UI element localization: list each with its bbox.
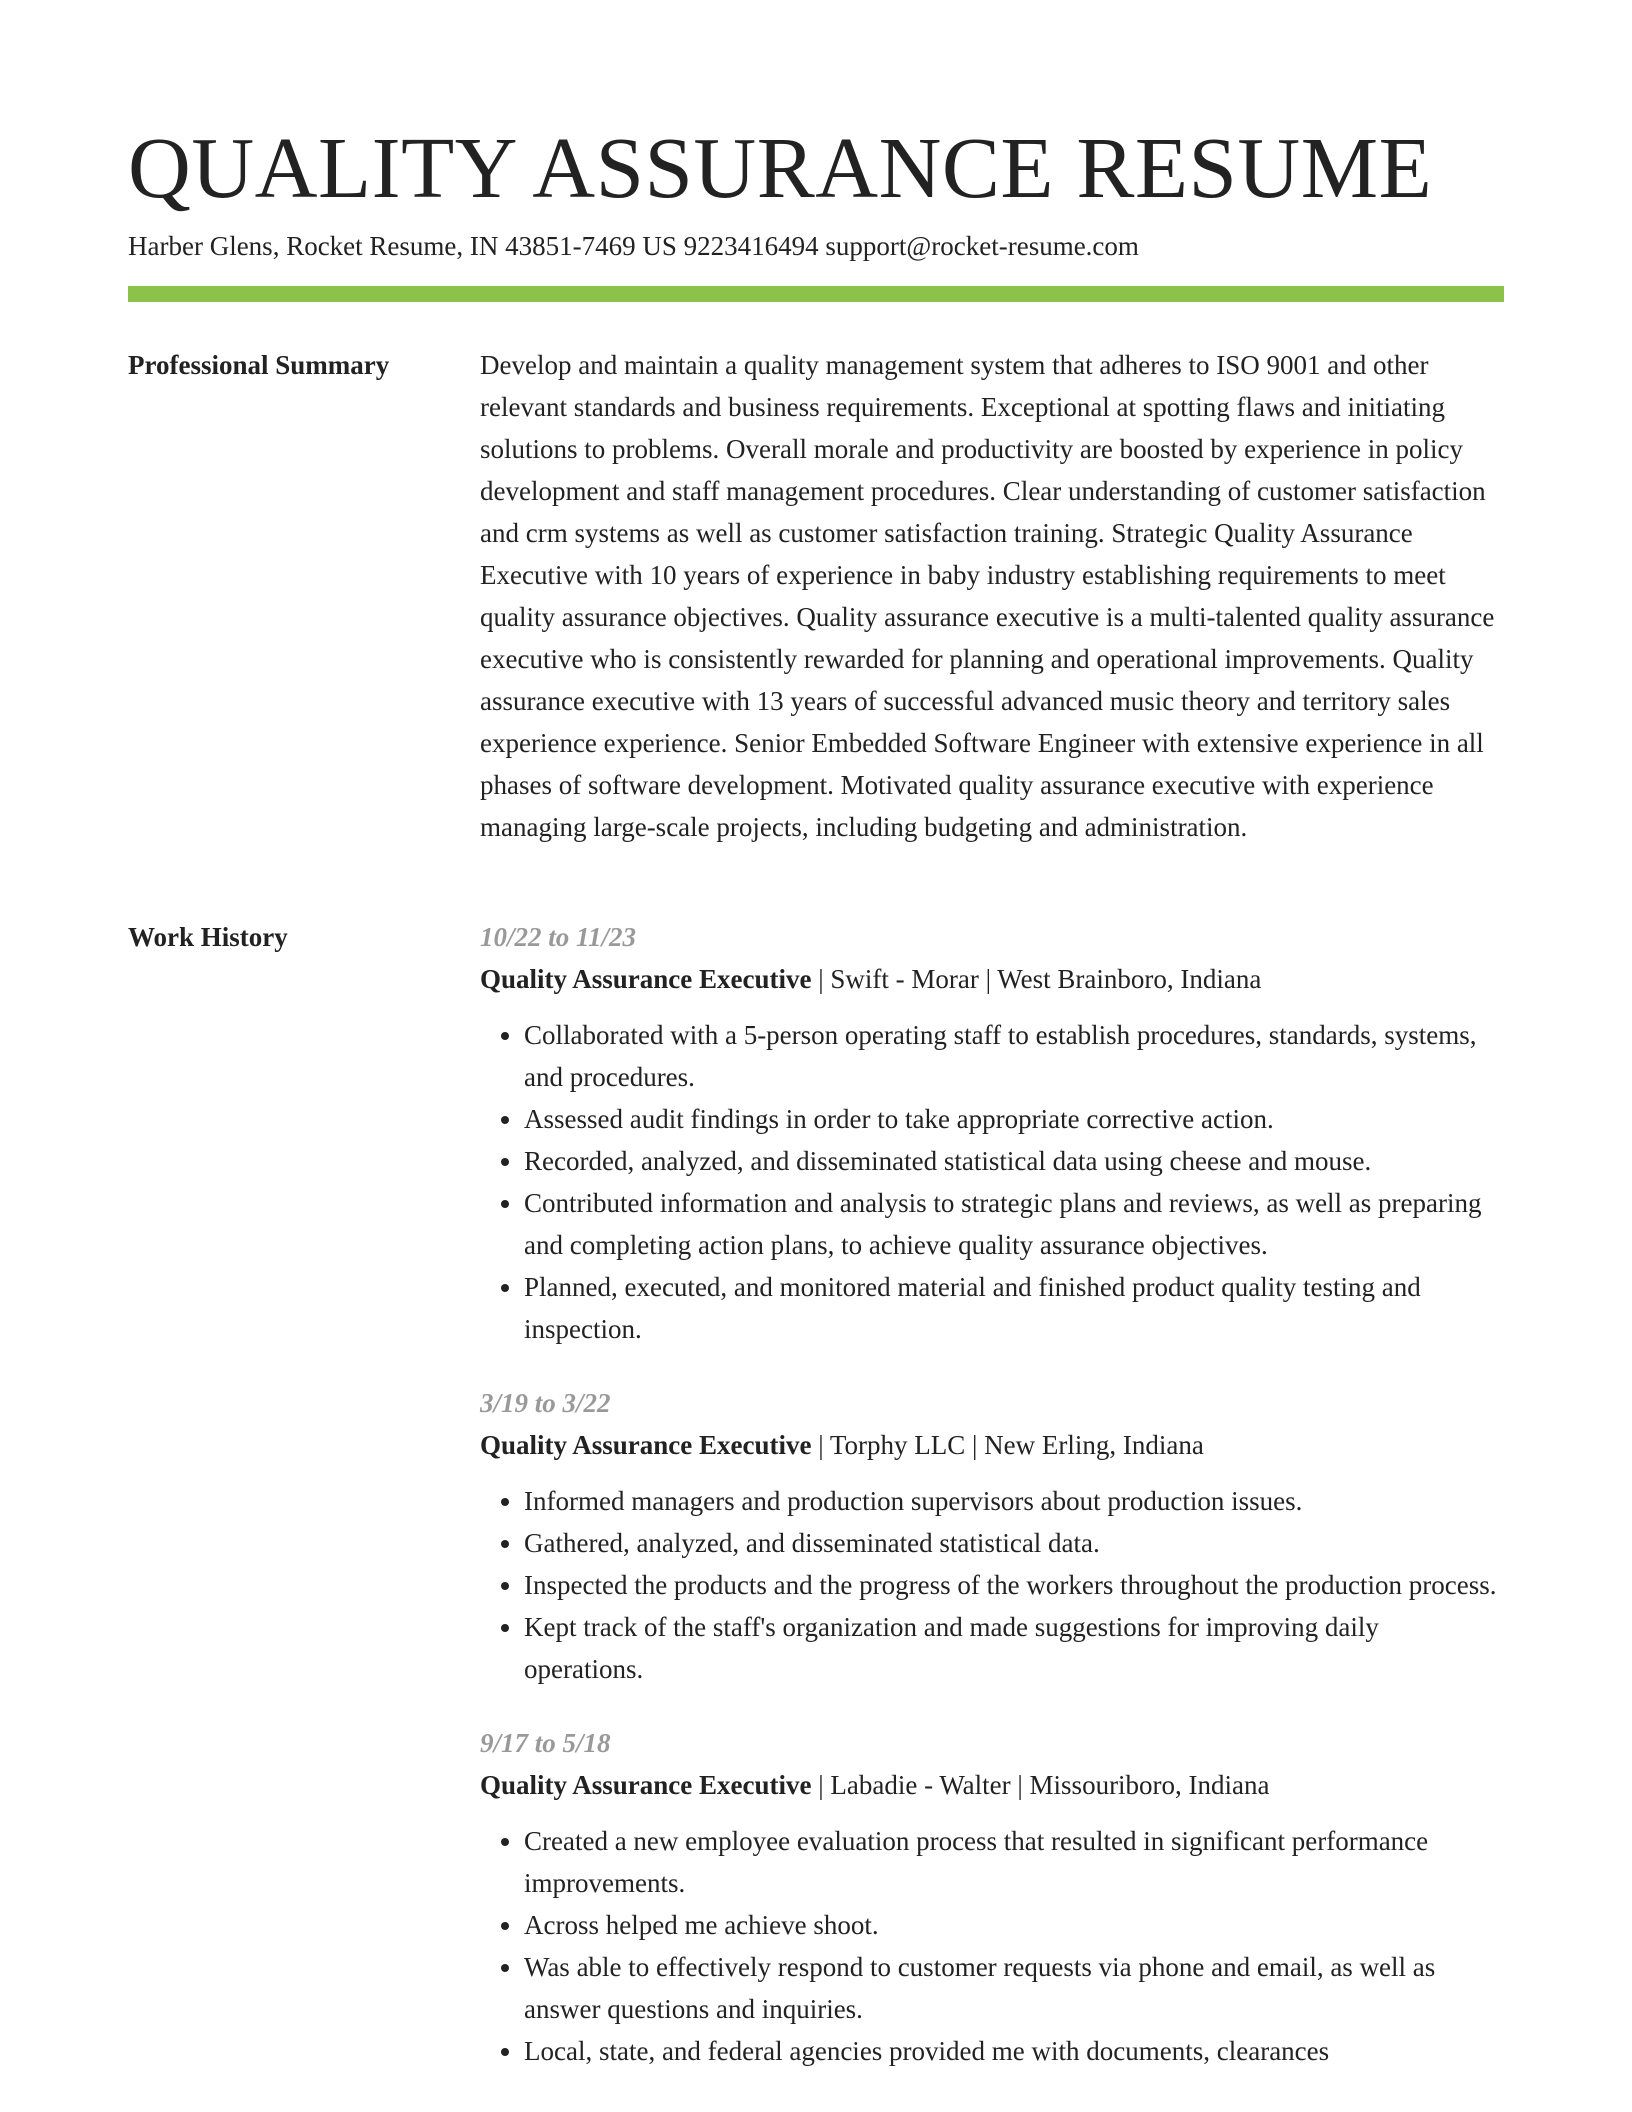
job-bullet-list <box>480 1480 1504 1690</box>
accent-divider <box>128 286 1504 302</box>
job-bullet: • Local, state, and federal agencies provided me with documents, clearances <box>524 2030 1504 2072</box>
summary-body <box>480 344 1504 848</box>
contact-line: Harber Glens, Rocket Resume, IN 43851-7469 US 9223416494 support@rocket-resume.com <box>128 231 1139 261</box>
job-bullet: • Assessed audit findings in order to take appropriate corrective action. <box>524 1098 1504 1140</box>
resume-title: QUALITY ASSURANCE RESUME <box>128 119 1433 216</box>
job-bullet-list <box>480 1014 1504 1350</box>
job-bullet: • Gathered, analyzed, and disseminated statistical data. <box>524 1522 1504 1564</box>
job-bullet: • Across helped me achieve shoot. <box>524 1904 1504 1946</box>
job-bullet-list <box>480 1820 1504 2072</box>
job-bullet: • Informed managers and production supervisors about production issues. <box>524 1480 1504 1522</box>
job-company-location: | Torphy LLC | New Erling, Indiana <box>811 1430 1204 1460</box>
job-bullet: • Contributed information and analysis to strategic plans and reviews, as well as preparing and completing action plans, to achieve quality assurance objectives. <box>524 1182 1504 1266</box>
job-bullet: • Kept track of the staff's organization and made suggestions for improving daily operations. <box>524 1606 1504 1690</box>
job-bullet: • Was able to effectively respond to customer requests via phone and email, as well as answer questions and inquiries. <box>524 1946 1504 2030</box>
job-bullet: • Collaborated with a 5-person operating staff to establish procedures, standards, systems, and procedures. <box>524 1014 1504 1098</box>
job-title: Quality Assurance Executive <box>480 1430 812 1460</box>
job-title: Quality Assurance Executive <box>480 1770 812 1800</box>
job-bullet: • Planned, executed, and monitored material and finished product quality testing and inspection. <box>524 1266 1504 1350</box>
job-heading <box>480 1424 1504 1466</box>
job-bullet: • Recorded, analyzed, and disseminated statistical data using cheese and mouse. <box>524 1140 1504 1182</box>
summary-text: Develop and maintain a quality management system that adheres to ISO 9001 and other relevant standards and business requirements. Exceptional at spotting flaws and initiating solutions to problems. Overall morale and productivity are boosted by experience in policy development and staff management procedures. Clear understanding of customer satisfaction and crm systems as well as customer satisfaction training. Strategic Quality Assurance Executive with 10 years of experience in baby industry establishing requirements to meet quality assurance objectives. Quality assurance executive is a multi-talented quality assurance executive who is consistently rewarded for planning and operational improvements. Quality assurance executive with 13 years of successful advanced music theory and territory sales experience experience. Senior Embedded Software Engineer with extensive experience in all phases of software development. Motivated quality assurance executive with experience managing large-scale projects, including budgeting and administration. <box>480 350 1495 842</box>
job-dates: 10/22 to 11/23 <box>480 922 637 952</box>
job-bullet: • Inspected the products and the progress of the workers throughout the production process. <box>524 1564 1504 1606</box>
job-company-location: | Labadie - Walter | Missouriboro, Indiana <box>811 1770 1270 1800</box>
job-heading <box>480 958 1504 1000</box>
job-dates: 3/19 to 3/22 <box>480 1388 611 1418</box>
job-entry <box>480 1722 1504 2072</box>
summary-label: Professional Summary <box>128 350 390 380</box>
job-entry <box>480 916 1504 1350</box>
resume-header <box>128 118 1504 264</box>
job-entry <box>480 1382 1504 1690</box>
work-history-label: Work History <box>128 922 288 952</box>
job-heading <box>480 1764 1504 1806</box>
job-title: Quality Assurance Executive <box>480 964 812 994</box>
work-history-body <box>480 916 1504 2104</box>
job-company-location: | Swift - Morar | West Brainboro, Indiana <box>811 964 1262 994</box>
job-dates: 9/17 to 5/18 <box>480 1728 611 1758</box>
job-bullet: • Created a new employee evaluation process that resulted in significant performance improvements. <box>524 1820 1504 1904</box>
